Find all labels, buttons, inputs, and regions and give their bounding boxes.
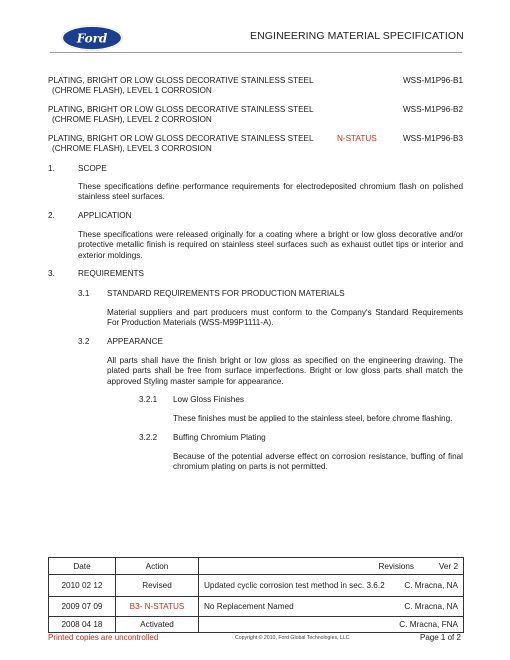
subsection-heading-buffing: Buffing Chromium Plating [173,433,266,442]
spec-entry-b2 [48,105,463,126]
header-action: Action [116,558,199,575]
revision-action: Revised [116,575,199,597]
spec-entry-b3 [48,134,463,155]
revision-date: 2008 04 18 [49,617,116,633]
spec-title-line2: (CHROME FLASH), LEVEL 2 CORROSION [52,115,212,125]
section-text-scope: These specifications define performance requirements for electrodeposited chromium flash on polished stainless steel surfaces. [78,182,463,202]
table-row [49,597,464,617]
uncontrolled-copy-notice: Printed copies are uncontrolled [48,633,159,642]
spec-entry-b1 [48,76,463,97]
status-badge: N-STATUS [337,134,377,143]
revision-author: C. Mracna, FNA [399,620,458,629]
revision-action: B3- N-STATUS [116,597,199,617]
revision-description: Updated cyclic corrosion test method in sec. 3.6.2 [204,581,385,590]
header-version: Ver 2 [438,561,458,571]
section-number: 3. [48,269,55,278]
revision-action: Activated [116,617,199,633]
table-row [49,617,464,633]
spec-code: WSS-M1P96-B2 [402,105,463,114]
header-revisions-cell [199,558,464,575]
section-text-application: These specifications were released originally for a coating where a bright or low gloss decorative and/or protective metallic finish is required on stainless steel surfaces such as exhaust outlet tips or interior and exterior moldings. [78,230,463,260]
section-heading-application: APPLICATION [78,211,132,220]
spec-title-line2: (CHROME FLASH), LEVEL 1 CORROSION [52,86,212,96]
subsection-number: 3.2.1 [139,395,158,404]
revision-date: 2010 02 12 [49,575,116,597]
ford-logo [60,24,124,52]
section-number: 2. [48,211,55,220]
revision-detail [199,575,464,597]
spec-title-line1: PLATING, BRIGHT OR LOW GLOSS DECORATIVE STAINLESS STEEL [48,76,314,85]
section-heading-scope: SCOPE [78,164,107,173]
section-heading-requirements: REQUIREMENTS [78,269,144,278]
spec-title-line1: PLATING, BRIGHT OR LOW GLOSS DECORATIVE STAINLESS STEEL [48,105,314,114]
subsection-number: 3.2.2 [139,433,158,442]
subsection-text-appearance: All parts shall have the finish bright or low gloss as specified on the engineering drawing. The plated parts shall be free from surface imperfections. Bright or low gloss parts shall match the approved Styling master sample for appearance. [107,356,463,386]
revision-author: C. Mracna, NA [404,602,458,611]
header-divider [50,52,462,53]
section-number: 1. [48,164,55,173]
subsection-number: 3.2 [78,337,90,346]
header-revisions: Revisions [378,561,414,571]
page-number: Page 1 of 2 [420,633,461,642]
subsection-text-standard-requirements: Material suppliers and part producers must conform to the Company's Standard Requirements For Production Materials (WSS-M99P1111-A). [107,308,463,328]
subsection-heading-appearance: APPEARANCE [107,337,163,346]
revision-table [48,557,464,633]
subsection-heading-low-gloss: Low Gloss Finishes [173,395,244,404]
subsection-text-buffing: Because of the potential adverse effect on corrosion resistance, buffing of final chromium plating on parts is not permitted. [173,452,463,472]
subsection-heading-standard-requirements: STANDARD REQUIREMENTS FOR PRODUCTION MATERIALS [107,289,345,298]
ford-logo-text: Ford [76,31,108,46]
table-row [49,575,464,597]
spec-title-line2: (CHROME FLASH), LEVEL 3 CORROSION [52,144,212,154]
subsection-number: 3.1 [78,289,90,298]
revision-date: 2009 07 09 [49,597,116,617]
copyright-notice: Copyright © 2010, Ford Global Technologies, LLC [235,635,350,641]
revision-detail [199,597,464,617]
revision-description: No Replacement Named [204,602,294,611]
revision-author: C. Mracna, NA [404,581,458,590]
spec-code: WSS-M1P96-B3 [402,134,463,143]
spec-title-line1: PLATING, BRIGHT OR LOW GLOSS DECORATIVE STAINLESS STEEL [48,134,314,143]
header-date: Date [49,558,116,575]
document-title: ENGINEERING MATERIAL SPECIFICATION [250,30,464,42]
subsection-text-low-gloss: These finishes must be applied to the stainless steel, before chrome flashing. [173,414,453,423]
spec-code: WSS-M1P96-B1 [402,76,463,85]
revision-detail [199,617,464,633]
revision-table-header [49,558,464,575]
